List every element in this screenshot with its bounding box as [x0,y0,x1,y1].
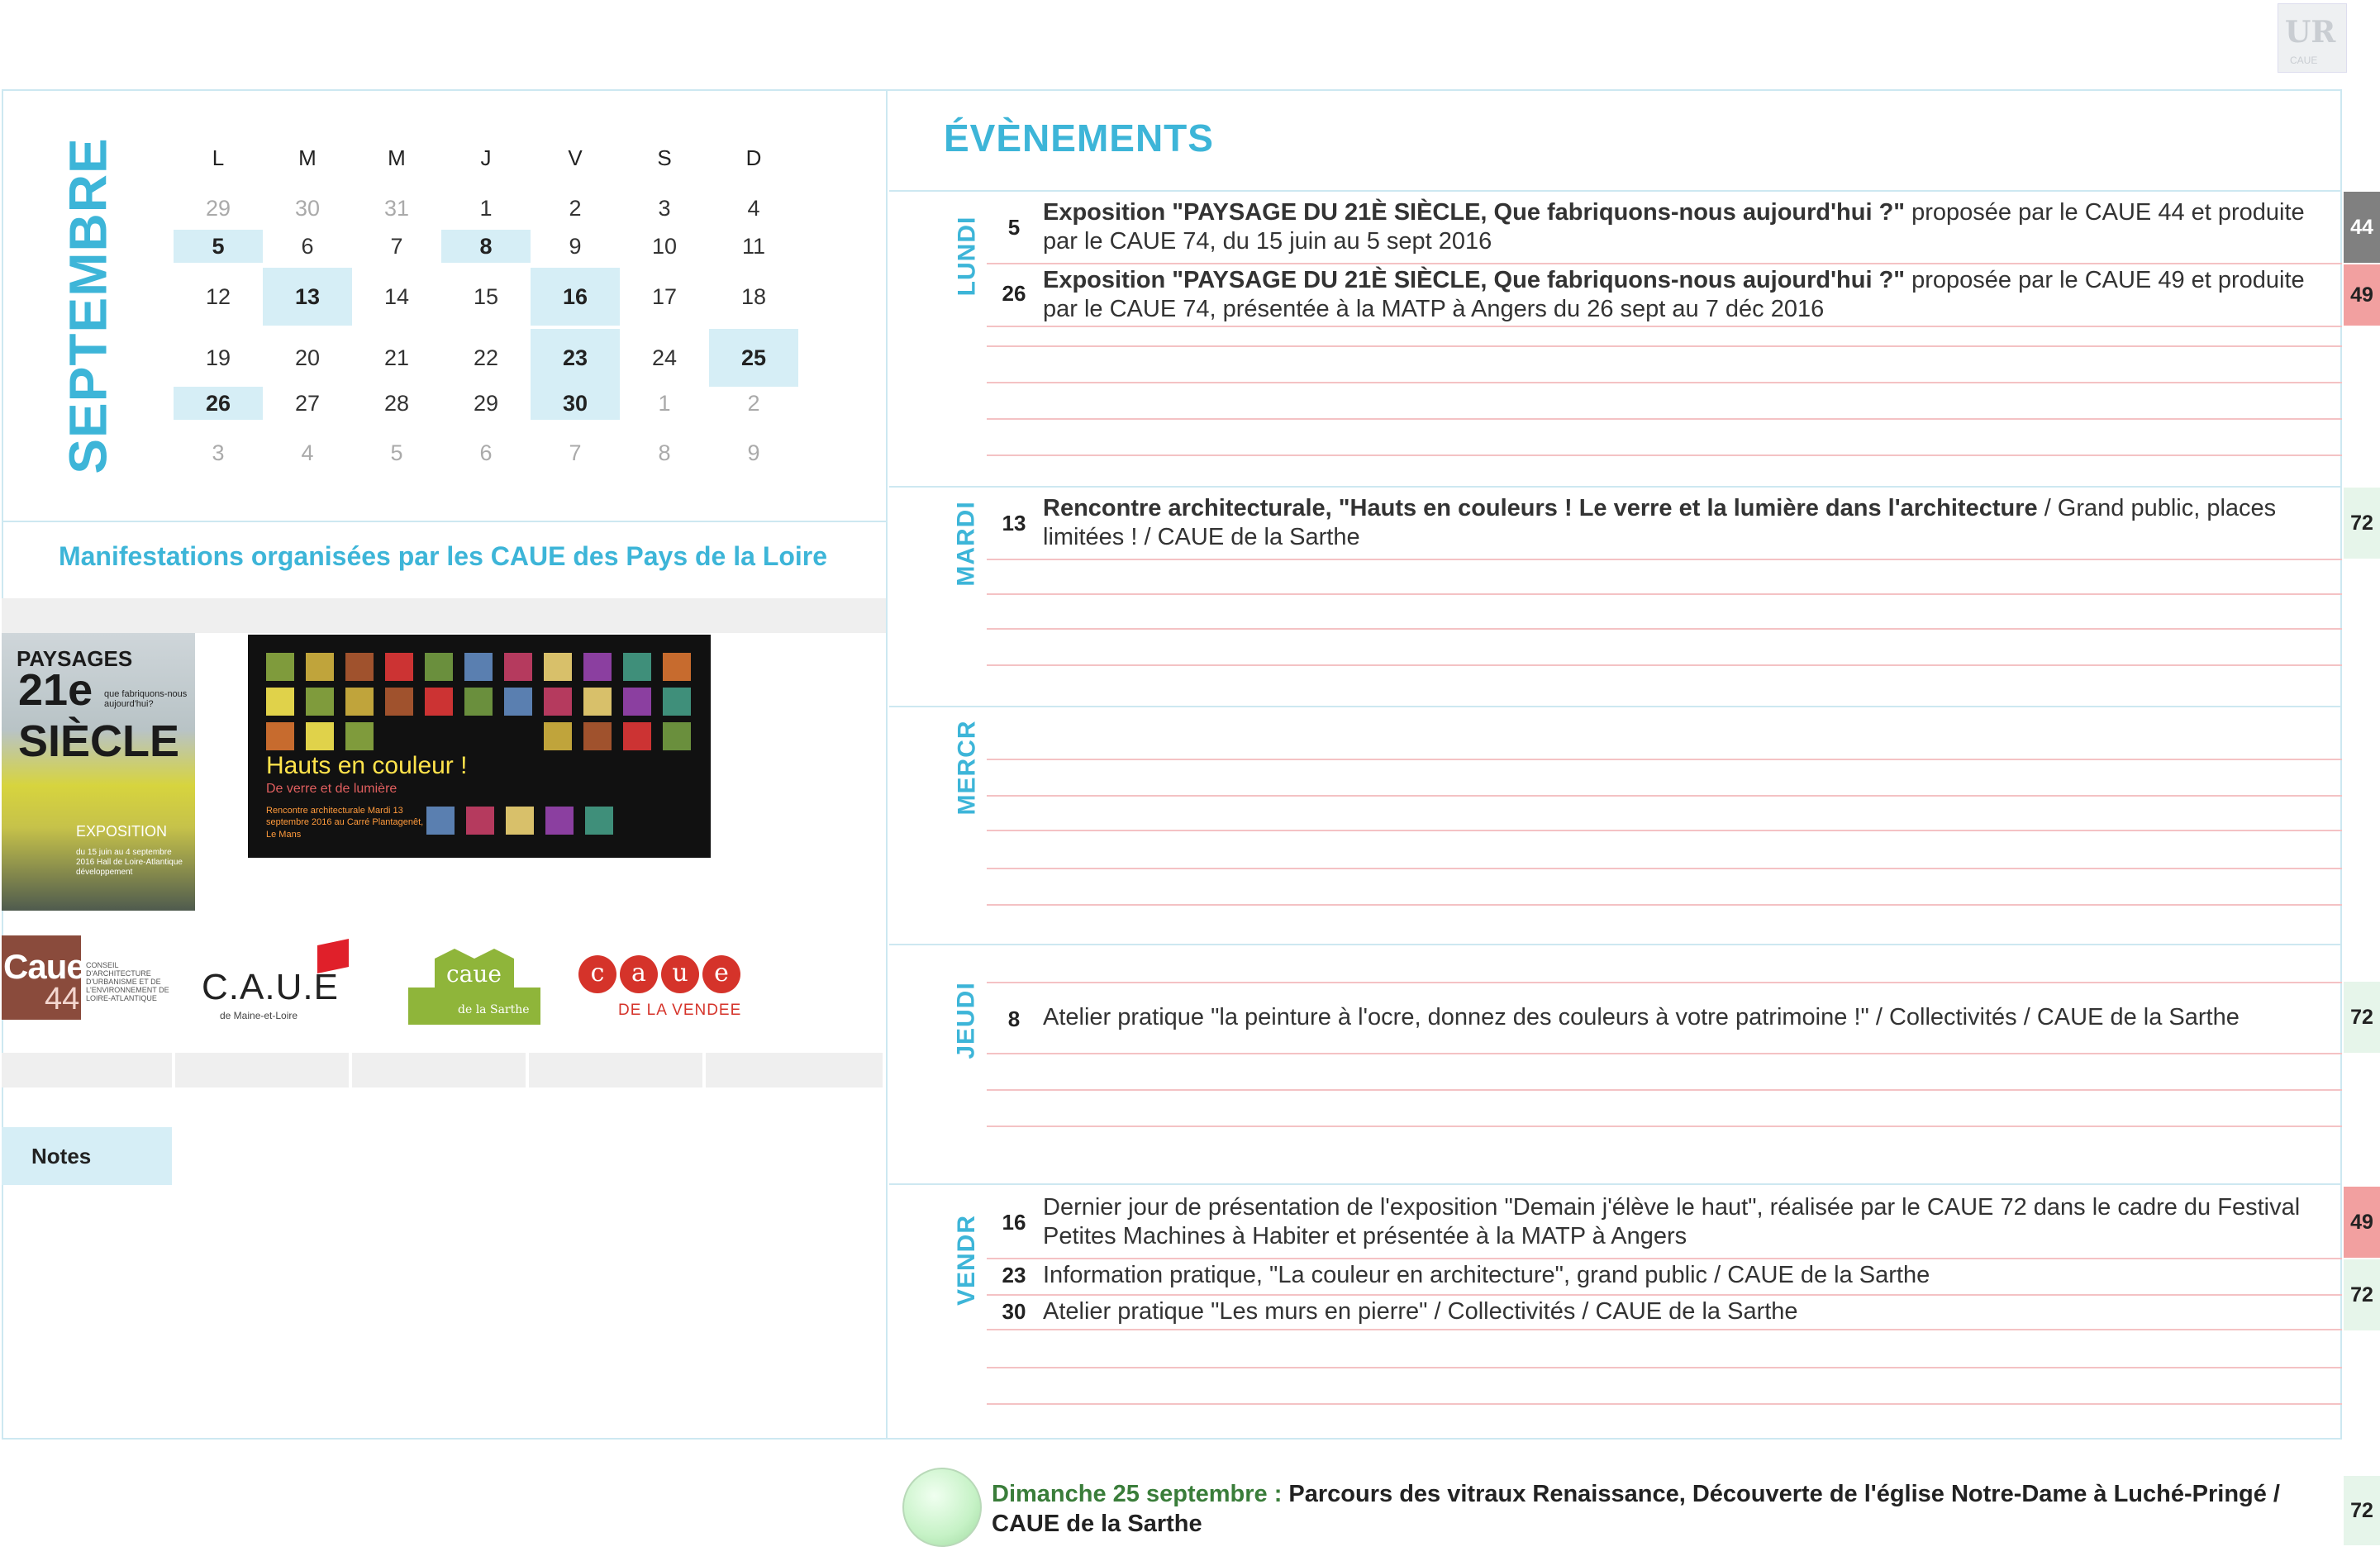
colour-square [466,807,494,835]
calendar-day: 9 [747,440,760,465]
event-vendr-23: Information pratique, "La couleur en architecture", grand public / CAUE de la Sarthe [1043,1262,1930,1288]
logo-caue-72-sub: de la Sarthe [458,1003,530,1016]
calendar-day: 2 [569,196,582,221]
caue-tag-72: 72 [2344,982,2380,1053]
caue-tag-49: 49 [2344,264,2380,326]
calendar-day: 20 [294,345,321,370]
ruled-line [987,868,2342,869]
calendar-day: 17 [651,284,678,309]
caue-tag-49: 49 [2344,1187,2380,1258]
calendar-day: 11 [741,234,766,259]
event-day-number: 26 [1002,281,1026,306]
manifestations-title: Manifestations organisées par les CAUE des Pays de la Loire [58,541,828,571]
grey-cell [529,1053,702,1087]
colour-square [306,722,334,750]
logo-caue-44-num: 44 [45,982,80,1016]
colour-square [306,653,334,681]
caue-logo-icon [2278,4,2346,72]
events-title: ÉVÈNEMENTS [944,117,1214,159]
weekday-header: M [388,145,406,170]
day-label-jeudi: JEUDI [953,982,981,1059]
notes-label: Notes [2,1127,172,1185]
poster-paysages-big: 21e SIÈCLE [18,665,180,766]
ruled-line [987,830,2342,831]
calendar-day: 4 [747,196,760,221]
colour-square [663,722,691,750]
month-name: SEPTEMBRE [59,137,118,474]
poster-paysages-sub: que fabriquons-nous aujourd'hui? [104,689,188,710]
colour-square [506,807,534,835]
ruled-line [987,1126,2342,1127]
logo-caue-85-letter: u [661,955,699,993]
poster-paysages-expo: EXPOSITION [76,823,168,840]
calendar-day: 29 [473,391,499,416]
event-lundi-5: Exposition "PAYSAGE DU 21È SIÈCLE, Que fabriquons-nous aujourd'hui ?" proposée par le CAUE 44 et produite par le CAUE 74, du 15 juin au 5 sept 2016 [1043,199,2305,255]
poster-hauts-en-couleur [248,635,711,858]
calendar-day: 19 [205,345,231,370]
ruled-line [987,664,2342,666]
ruled-line [987,326,2342,327]
ruled-line [987,345,2342,347]
colour-square [345,722,374,750]
logo-caue-85-letter: a [620,955,658,993]
grey-cell [706,1053,883,1087]
logo-caue-44-box [2,935,85,1020]
ruled-line [987,795,2342,797]
grey-cell [175,1053,349,1087]
ruled-line [987,1403,2342,1405]
ruled-line [987,904,2342,906]
caue-tag-72: 72 [2344,1476,2380,1545]
svg-text:UR: UR [2285,15,2336,50]
colour-square [544,722,572,750]
calendar-day: 10 [651,234,678,259]
logo-caue-72 [408,942,540,1025]
colour-square [464,653,493,681]
calendar-day: 21 [383,345,410,370]
colour-square [425,653,453,681]
ruled-line [987,982,2342,983]
event-jeudi-8: Atelier pratique "la peinture à l'ocre, donnez des couleurs à votre patrimoine !" / Collectivités / CAUE de la Sarthe [1043,1004,2240,1030]
colour-square [583,722,612,750]
colour-square [585,807,613,835]
calendar-day: 18 [740,284,767,309]
event-day-number: 8 [1007,1007,1021,1031]
calendar-day: 22 [473,345,499,370]
ruled-line [987,1329,2342,1330]
calendar-day: 6 [301,234,314,259]
calendar-day-highlighted: 13 [263,268,352,326]
calendar-day: 24 [651,345,678,370]
poster-paysages [2,633,195,911]
calendar-day: 5 [390,440,403,465]
calendar-day-highlighted: 26 [174,387,263,420]
poster-paysages-title: PAYSAGES [17,646,133,671]
calendar-day: 28 [383,391,410,416]
event-day-number: 16 [1002,1210,1026,1235]
ruled-line [987,382,2342,383]
colour-square [544,688,572,716]
event-day-number: 5 [1007,215,1021,240]
sunday-date: Dimanche 25 septembre : [992,1481,1283,1507]
ruled-line [987,418,2342,420]
colour-square [623,722,651,750]
calendar-day-highlighted: 25 [709,329,798,387]
colour-square [385,653,413,681]
day-label-vendr: VENDR [953,1214,981,1306]
poster-hauts-title: Hauts en couleur ! [266,752,468,779]
weekday-header: D [745,145,762,170]
sunday-event [992,1479,2330,1539]
colour-square [464,688,493,716]
event-lundi-26: Exposition "PAYSAGE DU 21È SIÈCLE, Que fabriquons-nous aujourd'hui ?" proposée par le CAUE 49 et produite par le CAUE 74, présentée à la MATP à Angers du 26 sept au 7 déc 2016 [1043,267,2305,322]
logo-caue-85 [578,955,744,1021]
weekday-header: S [657,145,672,170]
weekday-header: M [298,145,317,170]
calendar-day: 7 [390,234,403,259]
calendar-day: 27 [294,391,321,416]
colour-square [306,688,334,716]
calendar-day: 1 [479,196,493,221]
logo-caue-44-desc: CONSEIL D'ARCHITECTURE D'URBANISME ET DE L'ENVIRONNEMENT DE LOIRE-ATLANTIQUE [86,961,169,1002]
logo-caue-85-letter: c [578,955,616,993]
ruled-line [987,593,2342,595]
ruled-line [987,454,2342,456]
calendar-day: 30 [294,196,321,221]
grey-cells-row [2,1053,886,1087]
ruled-line [987,1367,2342,1368]
grey-band [2,598,886,633]
caue-tag-72: 72 [2344,1259,2380,1330]
grey-cell [2,1053,172,1087]
ruled-line [987,1089,2342,1091]
colour-square [583,653,612,681]
grey-cell [352,1053,526,1087]
colour-square [544,653,572,681]
colour-square [385,688,413,716]
colour-square [663,653,691,681]
ruled-line [987,759,2342,760]
calendar-day: 3 [212,440,225,465]
calendar-day: 15 [473,284,499,309]
logo-caue-85-sub: DE LA VENDEE [618,1002,742,1019]
colour-square [545,807,574,835]
ruled-line [987,263,2342,264]
calendar-day: 14 [383,284,410,309]
logo-caue-44 [2,935,175,1020]
caue-tag-44: 44 [2344,192,2380,263]
event-day-number: 13 [1002,511,1026,535]
colour-square [504,653,532,681]
poster-paysages-foot: du 15 juin au 4 septembre 2016 Hall de Loire-Atlantique développement [76,848,183,877]
poster-hauts-sub: De verre et de lumière [266,782,397,796]
day-label-mardi: MARDI [953,501,981,587]
calendar-day-highlighted: 23 [531,329,620,387]
logo-caue-44-text: Caue [3,947,85,986]
event-vendr-16: Dernier jour de présentation de l'exposition "Demain j'élève le haut", réalisée par le CAUE 72 dans le cadre du Festival Petites Machines à Habiter et présentée à la MATP à Angers [1043,1194,2301,1249]
colour-square [623,653,651,681]
poster-hauts-small: Rencontre architecturale Mardi 13 septembre 2016 au Carré Plantagenêt, Le Mans [266,806,424,840]
weekday-header: V [568,145,583,170]
calendar-day: 1 [658,391,671,416]
colour-square [266,722,294,750]
caue-tag-72: 72 [2344,488,2380,559]
event-mardi-13: Rencontre architecturale, "Hauts en couleurs ! Le verre et la lumière dans l'architecture / Grand public, places limitées ! / CAUE de la Sarthe [1043,495,2277,550]
colour-square [623,688,651,716]
month-label [59,137,118,474]
weekday-header: L [212,145,225,170]
ruled-line [987,1053,2342,1054]
colour-square [663,688,691,716]
calendar-day: 9 [569,234,582,259]
calendar-day: 29 [205,196,231,221]
calendar-day-highlighted: 8 [441,230,531,263]
logo-caue-85-letter: e [702,955,740,993]
event-day-number: 30 [1002,1299,1026,1324]
colour-square [266,688,294,716]
corner-logo [2278,3,2347,73]
logo-caue-49-sub: de Maine-et-Loire [220,1010,298,1021]
logo-caue-49 [198,942,355,1021]
sunday-circle-icon [902,1468,982,1547]
calendar-day: 8 [658,440,671,465]
calendar-day: 6 [479,440,493,465]
event-day-number: 23 [1002,1263,1026,1287]
calendar-day: 4 [301,440,314,465]
ruled-line [987,559,2342,560]
section-mercr [889,706,2342,945]
colour-square [266,653,294,681]
colour-square [345,688,374,716]
day-label-mercr: MERCR [953,720,980,816]
logo-caue-49-text: C.A.U.E [202,967,339,1007]
calendar-day: 12 [205,284,231,309]
section-jeudi [889,944,2342,1185]
calendar-day: 3 [658,196,671,221]
day-label-lundi: LUNDI [953,216,980,297]
event-vendr-30: Atelier pratique "Les murs en pierre" / Collectivités / CAUE de la Sarthe [1043,1298,1798,1325]
sunday-description: Parcours des vitraux Renaissance, Découverte de l'église Notre-Dame à Luché-Pringé / CAUE de la Sarthe [992,1481,2280,1537]
colour-square [504,688,532,716]
calendar-day-highlighted: 16 [531,268,620,326]
weekday-header: J [480,145,492,170]
calendar-day: 2 [747,391,760,416]
colour-square [425,688,453,716]
calendar-day: 7 [569,440,582,465]
calendar-day-highlighted: 5 [174,230,263,263]
ruled-line [987,1294,2342,1296]
logo-caue-72-text: caue [446,960,502,988]
corner-logo-text: CAUE [2290,55,2318,66]
calendar-day: 31 [383,196,410,221]
colour-square [583,688,612,716]
ruled-line [987,1258,2342,1259]
calendar-day-highlighted: 30 [531,387,620,420]
colour-square [345,653,374,681]
ruled-line [987,628,2342,630]
calendar-divider [2,521,888,522]
